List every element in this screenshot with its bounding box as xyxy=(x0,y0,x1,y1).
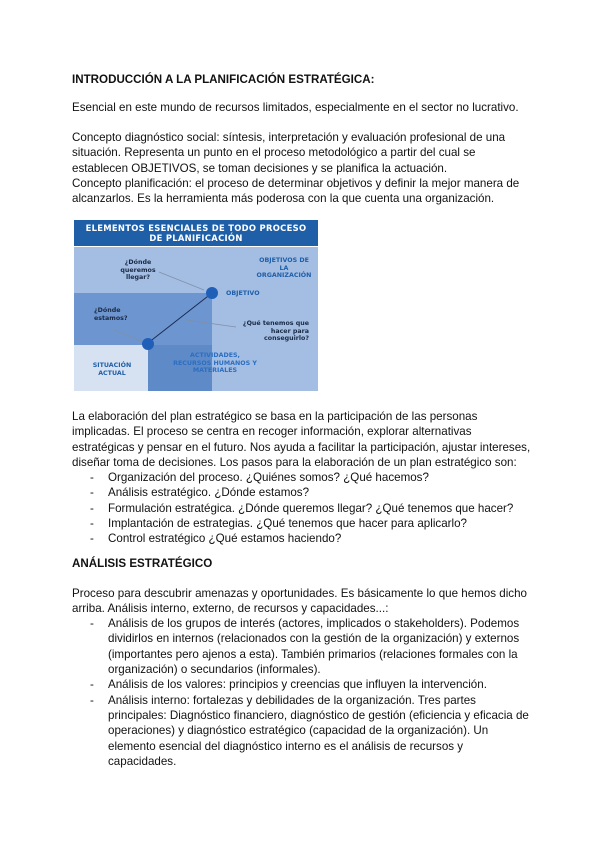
paragraph: Concepto diagnóstico social: síntesis, interpretación y evaluación profesional de una situación. Representa un punto en el proceso metodológico a partir del cual se establecen OBJETIVOS, se toman decisiones y se planifica la actuación. xyxy=(72,131,506,175)
current-dot xyxy=(142,338,154,350)
list-item: - Control estratégico ¿Qué estamos haciendo? xyxy=(72,531,532,546)
list-item: - Análisis de los grupos de interés (actores, implicados o stakeholders). Podemos dividirlos en internos (relacionados con la gestión de la organización) y externos (importantes pero ajenos a esta). También primarios (relaciones formales con la organización) o secundarios (informales). xyxy=(72,616,532,677)
list-item: - Organización del proceso. ¿Quiénes somos? ¿Qué hacemos? xyxy=(72,470,532,485)
list-item: - Implantación de estrategias. ¿Qué tenemos que hacer para aplicarlo? xyxy=(72,516,532,531)
section-title: INTRODUCCIÓN A LA PLANIFICACIÓN ESTRATÉGICA: xyxy=(72,73,375,86)
paragraph: La elaboración del plan estratégico se basa en la participación de las personas implicadas. El proceso se centra en recoger información, explorar alternativas estratégicas y pensar en el futuro. Nos ayuda a facilitar la participación, ajustar intereses, diseñar toma de decisiones. Los pasos para la elaboración de un plan estratégico son: xyxy=(72,410,531,470)
analysis-list xyxy=(72,616,532,769)
list-item: - Análisis de los valores: principios y creencias que influyen la intervención. xyxy=(72,677,532,692)
diagram-header: ELEMENTOS ESENCIALES DE TODO PROCESO DE PLANIFICACIÓN xyxy=(74,220,318,246)
list-item: - Formulación estratégica. ¿Dónde queremos llegar? ¿Qué tenemos que hacer? xyxy=(72,501,532,516)
paragraph: Esencial en este mundo de recursos limitados, especialmente en el sector no lucrativo. xyxy=(72,101,519,114)
section-heading: ANÁLISIS ESTRATÉGICO xyxy=(72,557,213,570)
paragraph: Concepto planificación: el proceso de determinar objetivos y definir la mejor manera de alcanzarlos. Es la herramienta más poderosa con la que cuenta una organización. xyxy=(72,177,520,206)
objective-dot xyxy=(206,287,218,299)
planning-diagram: ELEMENTOS ESENCIALES DE TODO PROCESO DE PLANIFICACIÓN ¿Dónde queremos llegar? OBJETIVOS DE LA ORGANIZACIÓN OBJETIVO ¿Dónde estamos? ¿Qué tenemos que hacer para conseguirlo? SITUACIÓN ACTUAL ACTIVIDADES, RECURSOS HUMANOS Y MATERIALES xyxy=(74,220,318,391)
steps-list xyxy=(72,470,532,547)
list-item: - Análisis interno: fortalezas y debilidades de la organización. Tres partes principales: Diagnóstico financiero, diagnóstico de gestión (eficiencia y eficacia de operaciones) y diagnóstico estratégico (capacidad de la organización). Un elemento esencial del diagnóstico interno es el análisis de recursos y capacidades. xyxy=(72,693,532,770)
paragraph: Proceso para descubrir amenazas y oportunidades. Es básicamente lo que hemos dicho arriba. Análisis interno, externo, de recursos y capacidades...: xyxy=(72,587,527,616)
list-item: - Análisis estratégico. ¿Dónde estamos? xyxy=(72,485,532,500)
